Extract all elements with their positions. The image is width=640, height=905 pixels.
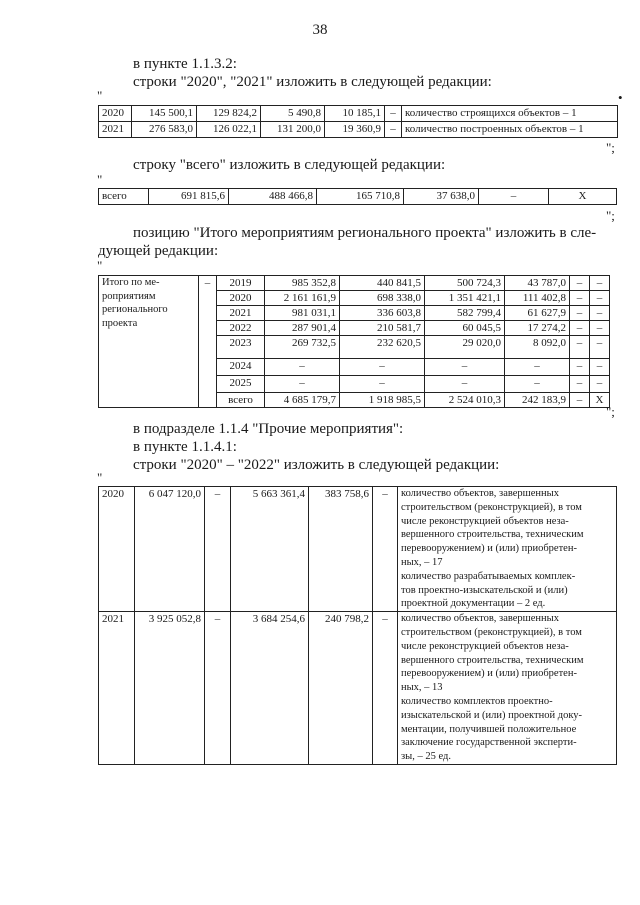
open-quote: " bbox=[97, 470, 103, 485]
cell-fb: – bbox=[340, 359, 425, 376]
itogo-name-line: роприятиям bbox=[102, 290, 156, 302]
cell-vb: – bbox=[570, 291, 590, 306]
itogo-name-line: регионального bbox=[102, 304, 168, 315]
description-line: количество объектов, завершенных bbox=[401, 613, 559, 625]
cell-year: 2020 bbox=[99, 487, 135, 612]
cell-fb: 129 824,2 bbox=[197, 106, 261, 122]
cell-fb: 336 603,8 bbox=[340, 306, 425, 321]
paragraph-rows-2020-2021: строки "2020", "2021" изложить в следующей редакции: bbox=[133, 74, 492, 90]
cell-vb: – bbox=[570, 376, 590, 393]
cell-total: 981 031,1 bbox=[265, 306, 340, 321]
bullet-mark: • bbox=[618, 90, 623, 105]
table-total-row bbox=[98, 188, 617, 205]
cell-mb: 383 758,6 bbox=[309, 487, 373, 612]
cell-fb: 126 022,1 bbox=[197, 122, 261, 138]
description-line: строительством (реконструкцией), в том bbox=[401, 501, 582, 513]
description-line: ных, – 17 bbox=[401, 556, 443, 568]
cell-total: 145 500,1 bbox=[132, 106, 197, 122]
cell-vb: – bbox=[570, 359, 590, 376]
description-line: ментации, получившей положительное bbox=[401, 723, 577, 735]
cell-fb: 232 620,5 bbox=[340, 336, 425, 359]
cell-label: всего bbox=[99, 189, 149, 205]
cell-total: 691 815,6 bbox=[149, 189, 229, 205]
cell-vb: – bbox=[570, 306, 590, 321]
cell-vb: – bbox=[373, 612, 398, 765]
cell-itogo-name bbox=[99, 276, 199, 408]
close-quote: "; bbox=[606, 140, 615, 155]
close-quote: "; bbox=[606, 404, 615, 419]
table-rows-2020-2021 bbox=[98, 105, 618, 138]
cell-vb: – bbox=[479, 189, 549, 205]
cell-fb: – bbox=[205, 612, 231, 765]
table-row bbox=[99, 122, 618, 138]
paragraph-subsection-114: в подразделе 1.1.4 "Прочие мероприятия": bbox=[133, 421, 404, 437]
cell-vb: – bbox=[570, 276, 590, 291]
table-itogo bbox=[98, 275, 610, 408]
cell-indicator-description bbox=[398, 612, 617, 765]
cell-fb: 440 841,5 bbox=[340, 276, 425, 291]
cell-mb: 8 092,0 bbox=[505, 336, 570, 359]
cell-indicator-description bbox=[398, 487, 617, 612]
cell-mb: 19 360,9 bbox=[325, 122, 385, 138]
cell-year: 2023 bbox=[217, 336, 265, 359]
cell-total: – bbox=[265, 359, 340, 376]
cell-total: 276 583,0 bbox=[132, 122, 197, 138]
cell-fb: 1 918 985,5 bbox=[340, 393, 425, 408]
cell-year: всего bbox=[217, 393, 265, 408]
cell-total: 287 901,4 bbox=[265, 321, 340, 336]
cell-mb: 242 183,9 bbox=[505, 393, 570, 408]
cell-total: – bbox=[265, 376, 340, 393]
cell-fb: 698 338,0 bbox=[340, 291, 425, 306]
cell-mb: 43 787,0 bbox=[505, 276, 570, 291]
cell-mb: 37 638,0 bbox=[404, 189, 479, 205]
description-line: вершенного строительства, техническим bbox=[401, 529, 584, 541]
cell-ind: – bbox=[590, 336, 610, 359]
description-line: заключение государственной эксперти- bbox=[401, 737, 577, 749]
cell-ind: – bbox=[590, 291, 610, 306]
cell-total: 4 685 179,7 bbox=[265, 393, 340, 408]
cell-mb: 10 185,1 bbox=[325, 106, 385, 122]
cell-ind: – bbox=[590, 376, 610, 393]
cell-year: 2021 bbox=[99, 122, 132, 138]
cell-mb: 17 274,2 bbox=[505, 321, 570, 336]
cell-fb: – bbox=[340, 376, 425, 393]
cell-vb: – bbox=[570, 321, 590, 336]
cell-total: 269 732,5 bbox=[265, 336, 340, 359]
itogo-name-line: проекта bbox=[102, 317, 138, 329]
cell-rb: 165 710,8 bbox=[317, 189, 404, 205]
cell-year: 2024 bbox=[217, 359, 265, 376]
description-line: проектной документации – 2 ед. bbox=[401, 598, 546, 610]
table-row bbox=[99, 612, 617, 765]
cell-rb: 2 524 010,3 bbox=[425, 393, 505, 408]
description-line: строительством (реконструкцией), в том bbox=[401, 626, 582, 638]
cell-x: Х bbox=[549, 189, 617, 205]
cell-ind: – bbox=[590, 276, 610, 291]
cell-indicator: количество построенных объектов – 1 bbox=[402, 122, 618, 138]
cell-year: 2019 bbox=[217, 276, 265, 291]
page-number: 38 bbox=[312, 22, 328, 38]
paragraph-point-1132: в пункте 1.1.3.2: bbox=[133, 56, 237, 72]
cell-rb: 5 490,8 bbox=[261, 106, 325, 122]
cell-fb: 210 581,7 bbox=[340, 321, 425, 336]
description-line: вершенного строительства, техническим bbox=[401, 654, 584, 666]
cell-mb: – bbox=[505, 376, 570, 393]
cell-vb: – bbox=[373, 487, 398, 612]
description-line: числе реконструкцией объектов неза- bbox=[401, 515, 569, 527]
close-quote: "; bbox=[606, 208, 615, 223]
description-line: ных, – 13 bbox=[401, 682, 443, 694]
cell-mb: 61 627,9 bbox=[505, 306, 570, 321]
cell-ind: – bbox=[590, 321, 610, 336]
cell-rb: 3 684 254,6 bbox=[231, 612, 309, 765]
cell-mb: 240 798,2 bbox=[309, 612, 373, 765]
cell-rb: 29 020,0 bbox=[425, 336, 505, 359]
description-line: количество объектов, завершенных bbox=[401, 488, 559, 499]
cell-year: 2021 bbox=[217, 306, 265, 321]
table-row bbox=[99, 487, 617, 612]
cell-year: 2020 bbox=[217, 291, 265, 306]
table-rows-2020-2022 bbox=[98, 486, 617, 765]
open-quote: " bbox=[97, 258, 103, 273]
paragraph-rows-2020-2022: строки "2020" – "2022" изложить в следующей редакции: bbox=[133, 457, 500, 473]
paragraph-row-total: строку "всего" изложить в следующей редакции: bbox=[133, 157, 446, 173]
paragraph-itogo-line2: дующей редакции: bbox=[98, 243, 219, 259]
cell-total: 3 925 052,8 bbox=[135, 612, 205, 765]
cell-itogo-dash: – bbox=[199, 276, 217, 408]
open-quote: " bbox=[97, 88, 103, 103]
cell-rb: 582 799,4 bbox=[425, 306, 505, 321]
cell-vb: – bbox=[385, 106, 402, 122]
cell-rb: 5 663 361,4 bbox=[231, 487, 309, 612]
open-quote: " bbox=[97, 172, 103, 187]
cell-vb: – bbox=[570, 336, 590, 359]
description-line: перевооружением) и (или) приобретен- bbox=[401, 668, 577, 680]
cell-year: 2022 bbox=[217, 321, 265, 336]
description-line: тов проектно-изыскательской и (или) bbox=[401, 584, 568, 596]
paragraph-point-1141: в пункте 1.1.4.1: bbox=[133, 439, 237, 455]
itogo-name-line: Итого по ме- bbox=[102, 277, 160, 288]
cell-ind: Х bbox=[590, 393, 610, 408]
cell-rb: 1 351 421,1 bbox=[425, 291, 505, 306]
cell-total: 2 161 161,9 bbox=[265, 291, 340, 306]
cell-rb: 500 724,3 bbox=[425, 276, 505, 291]
cell-mb: – bbox=[505, 359, 570, 376]
cell-rb: 60 045,5 bbox=[425, 321, 505, 336]
description-line: числе реконструкцией объектов неза- bbox=[401, 640, 569, 652]
cell-total: 985 352,8 bbox=[265, 276, 340, 291]
description-line: зы, – 25 ед. bbox=[401, 751, 451, 763]
table-row bbox=[99, 276, 610, 291]
cell-rb: – bbox=[425, 376, 505, 393]
table-row bbox=[99, 189, 617, 205]
cell-fb: 488 466,8 bbox=[229, 189, 317, 205]
cell-vb: – bbox=[570, 393, 590, 408]
description-line: изыскательской и (или) проектной доку- bbox=[401, 709, 583, 721]
cell-total: 6 047 120,0 bbox=[135, 487, 205, 612]
cell-rb: 131 200,0 bbox=[261, 122, 325, 138]
cell-indicator: количество строящихся объектов – 1 bbox=[402, 106, 618, 122]
paragraph-itogo-line1: позицию "Итого мероприятиям регионального проекта" изложить в сле- bbox=[133, 225, 597, 241]
cell-year: 2025 bbox=[217, 376, 265, 393]
description-line: количество комплектов проектно- bbox=[401, 695, 553, 707]
cell-ind: – bbox=[590, 359, 610, 376]
cell-vb: – bbox=[385, 122, 402, 138]
cell-fb: – bbox=[205, 487, 231, 612]
cell-rb: – bbox=[425, 359, 505, 376]
cell-mb: 111 402,8 bbox=[505, 291, 570, 306]
cell-year: 2021 bbox=[99, 612, 135, 765]
description-line: перевооружением) и (или) приобретен- bbox=[401, 543, 577, 555]
description-line: количество разрабатываемых комплек- bbox=[401, 570, 576, 582]
cell-year: 2020 bbox=[99, 106, 132, 122]
table-row bbox=[99, 106, 618, 122]
cell-ind: – bbox=[590, 306, 610, 321]
